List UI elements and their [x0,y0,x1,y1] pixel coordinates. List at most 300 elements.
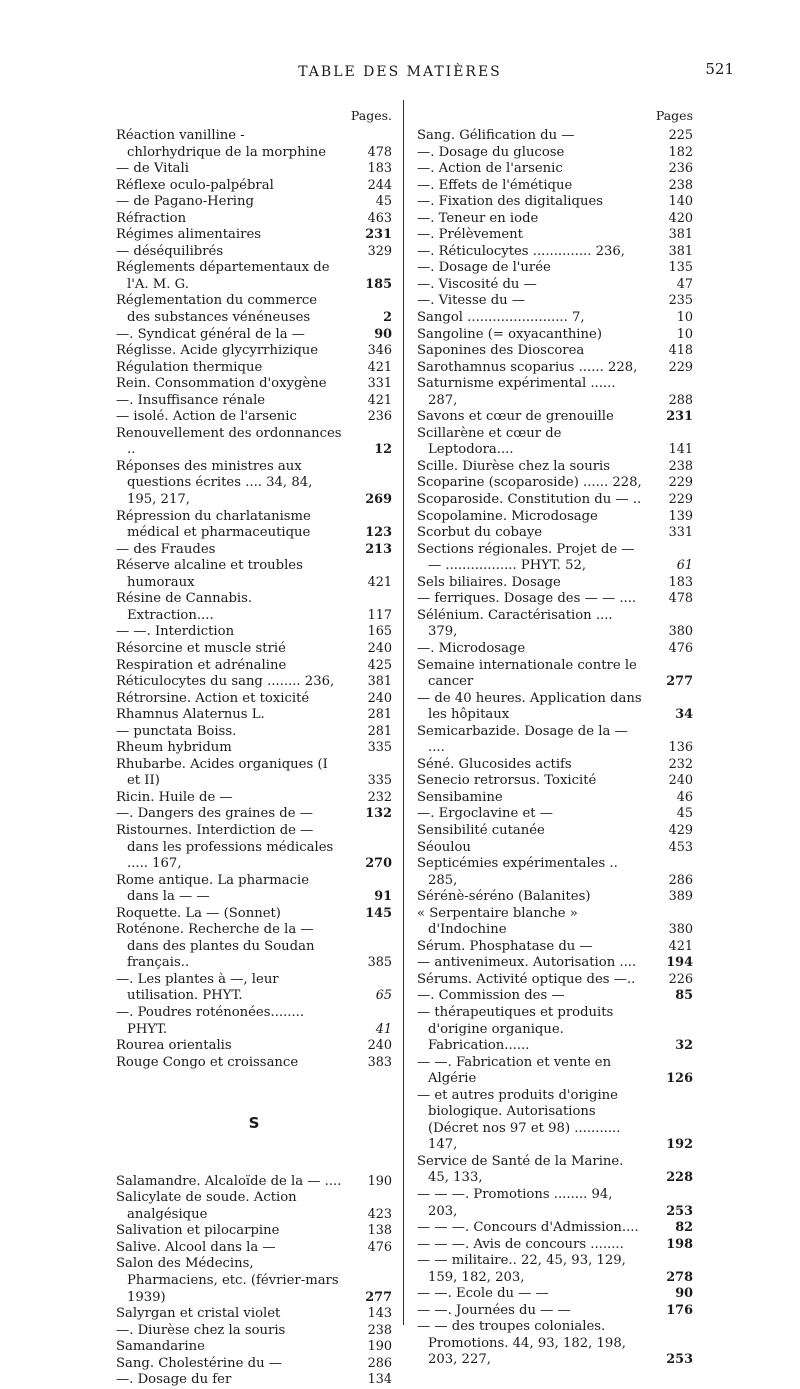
entry-text: Réserve alcaline et troubles humoraux [116,558,303,590]
index-entry [417,227,693,244]
index-entry [116,922,392,972]
entry-text: — —. Journées du — — [417,1302,571,1318]
entry-page: 380 [668,922,693,938]
entry-text: Résine de Cannabis. Extraction.... [116,591,253,623]
entry-text: — des Fraudes [116,541,216,557]
entry-page: 253 [666,1352,693,1368]
index-entry [417,211,693,228]
entry-page: 421 [367,574,392,590]
index-entry [116,1038,392,1055]
entry-page: 2 [383,310,392,326]
index-entry [116,409,392,426]
entry-text: —. Diurèse chez la souris [116,1322,286,1338]
entry-page: 277 [666,674,693,690]
entry-page: 231 [365,227,392,243]
entry-text: — thérapeutiques et produits d'origine organique. Fabrication...... [417,1004,614,1054]
entry-text: — de Vitali [116,161,189,177]
entry-page: 45 [375,194,392,210]
entry-page: 145 [365,905,392,921]
index-entry [417,1303,693,1320]
index-entry [116,641,392,658]
entry-text: Salicylate de soude. Action analgésique [116,1190,297,1222]
entry-text: Scillarène et cœur de Leptodora.... [417,425,562,458]
index-entry [417,575,693,592]
entry-text: Salamandre. Alcaloïde de la — .... [116,1173,342,1189]
entry-page: 420 [668,210,693,226]
index-entry [116,873,392,906]
entry-text: —. Effets de l'émétique [417,177,573,193]
index-column-right [417,108,693,1369]
index-entry [417,128,693,145]
index-entry [116,1356,392,1373]
entry-page: 190 [367,1173,392,1189]
entry-page: 286 [668,872,693,888]
index-entry [116,972,392,1005]
entry-page: 138 [367,1223,392,1239]
entry-page: 185 [365,276,392,292]
index-entry [417,194,693,211]
entry-text: — — militaire.. 22, 45, 93, 129, 159, 182, 203, [417,1253,626,1285]
index-entry [417,161,693,178]
index-entry [116,674,392,691]
index-entry [116,1223,392,1240]
index-entry [417,889,693,906]
entry-text: — —. Ecole du — — [417,1286,549,1302]
section-letter: S [248,1114,260,1133]
entry-text: —. Fixation des digitaliques [417,194,604,210]
entry-page: 229 [668,475,693,491]
entry-page: 288 [668,392,693,408]
entry-text: Rhamnus Alaternus L. [116,707,265,723]
entry-text: Réfraction [116,210,187,226]
entry-page: 270 [365,856,392,872]
entry-page: 463 [367,210,392,226]
index-entry [417,1088,693,1154]
entry-text: — — des troupes coloniales. Promotions. 44, 93, 182, 198, 203, 227, [417,1319,626,1368]
index-entry [417,1286,693,1303]
index-entry [116,343,392,360]
entry-text: Répression du charlatanisme médical et pharmaceutique [116,508,311,541]
entry-text: Saturnisme expérimental ...... 287, [417,376,616,408]
index-entry [116,161,392,178]
running-title: TABLE DES MATIÈRES [298,64,502,80]
entry-page: 134 [367,1372,392,1388]
entry-text: —. Commission des — [417,988,565,1004]
index-entry [116,376,392,393]
entry-text: — —. Fabrication et vente en Algérie [417,1054,612,1087]
index-entry [116,906,392,923]
entry-page: 194 [666,955,693,971]
entry-page: 476 [668,640,693,656]
entry-text: Salive. Alcool dans la — [116,1239,276,1255]
entry-page: 236 [668,161,693,177]
index-entry [417,1154,693,1187]
entry-page: 423 [367,1206,392,1222]
entry-page: 226 [668,971,693,987]
column-divider [403,100,404,1325]
entry-page: 192 [666,1137,693,1153]
index-entry [417,310,693,327]
index-entry [417,790,693,807]
entry-page: 90 [374,326,392,342]
entry-text: — punctata Boiss. [116,723,237,739]
index-entry [417,343,693,360]
index-entry [417,823,693,840]
index-entry [116,624,392,641]
entry-page: 46 [676,789,693,805]
entry-page: 12 [374,442,392,458]
entry-page: 335 [367,740,392,756]
entry-page: 47 [676,276,693,292]
index-entry [116,509,392,542]
index-entry [417,757,693,774]
index-entries-r [116,128,392,1071]
index-entry [116,724,392,741]
entry-page: 165 [367,624,392,640]
index-entry [417,277,693,294]
entry-text: —. Prélèvement [417,227,523,243]
entry-text: Scoparine (scoparoside) ...... 228, [417,475,642,491]
entry-page: 235 [668,293,693,309]
entry-page: 45 [676,806,693,822]
entry-text: Salivation et pilocarpine [116,1223,280,1239]
index-entry [417,145,693,162]
entry-text: — et autres produits d'origine biologique. Autorisations (Décret nos 97 et 98) ........... 147, [417,1087,621,1153]
entry-page: 65 [375,988,392,1004]
entry-page: 90 [675,1286,693,1302]
entry-page: 228 [666,1170,693,1186]
entry-text: — isolé. Action de l'arsenic [116,409,297,425]
entry-page: 381 [668,227,693,243]
index-entry [116,227,392,244]
entry-page: 269 [365,492,392,508]
entry-page: 229 [668,492,693,508]
entry-text: Samandarine [116,1339,205,1355]
entry-text: —. Insuffisance rénale [116,392,266,408]
entry-page: 286 [367,1355,392,1371]
index-entry [116,1005,392,1038]
index-entry [116,1339,392,1356]
entry-text: Réticulocytes du sang ........ 236, [116,674,335,690]
entry-page: 34 [675,707,693,723]
entry-text: Sensibilité cutanée [417,822,545,838]
index-entry [417,955,693,972]
entry-text: Régulation thermique [116,359,263,375]
entry-text: Saponines des Dioscorea [417,343,585,359]
entry-text: Septicémies expérimentales .. 285, [417,856,618,888]
entry-text: Scille. Diurèse chez la souris [417,458,611,474]
index-entry [116,740,392,757]
entry-page: 240 [367,640,392,656]
entry-text: —. Les plantes à —, leur utilisation. PHYT. [116,971,279,1004]
entry-page: 232 [668,756,693,772]
index-entry [417,475,693,492]
entry-page: 10 [676,326,693,342]
index-entry [116,542,392,559]
entry-page: 140 [668,194,693,210]
index-entry [116,293,392,326]
index-entry [417,724,693,757]
index-entry [417,459,693,476]
entry-text: — — —. Concours d'Admission.... [417,1220,639,1236]
entry-page: 141 [668,442,693,458]
index-entry [417,492,693,509]
index-entry [116,128,392,161]
entry-page: 117 [367,607,392,623]
index-entry [116,211,392,228]
entry-page: 277 [365,1289,392,1305]
entry-page: 61 [676,558,693,574]
entry-page: 82 [675,1220,693,1236]
index-entry [417,1319,693,1369]
entry-page: 136 [668,740,693,756]
entry-page: 126 [666,1071,693,1087]
entry-page: 429 [668,822,693,838]
index-entry [116,823,392,873]
index-entry [417,806,693,823]
entry-text: —. Microdosage [417,640,526,656]
entry-page: 238 [668,458,693,474]
entry-text: Réflexe oculo-palpébral [116,177,274,193]
entry-text: — — —. Avis de concours ........ [417,1236,624,1252]
index-entry [417,1220,693,1237]
entry-text: —. Réticulocytes .............. 236, [417,243,625,259]
entry-text: Semicarbazide. Dosage de la — .... [417,723,628,756]
entry-text: Rétrorsine. Action et toxicité [116,690,310,706]
index-entry [116,1306,392,1323]
index-entry [116,244,392,261]
index-entry [417,525,693,542]
entry-page: 453 [668,839,693,855]
entry-page: 236 [367,409,392,425]
index-entry [116,1372,392,1389]
index-entry [116,790,392,807]
index-entry [116,1190,392,1223]
index-entry [116,558,392,591]
entry-text: Sang. Gélification du — [417,128,575,143]
pages-label-right: Pages [655,108,693,123]
entry-text: Rome antique. La pharmacie dans la — — [116,872,310,905]
entry-page: 478 [367,144,392,160]
entry-text: Respiration et adrénaline [116,657,287,673]
entry-text: Sarothamnus scoparius ...... 228, [417,359,638,375]
entry-page: 229 [668,359,693,375]
entry-page: 143 [367,1306,392,1322]
entry-text: — déséquilibrés [116,243,224,259]
entry-page: 32 [675,1038,693,1054]
index-entry [417,178,693,195]
entry-page: 182 [668,144,693,160]
entry-page: 281 [367,707,392,723]
entry-text: —. Viscosité du — [417,276,537,292]
entry-text: Sensibamine [417,789,503,805]
entry-text: Sections régionales. Projet de — — ................. PHYT. 52, [417,541,635,574]
index-entry [116,327,392,344]
entry-text: Séoulou [417,839,471,855]
entry-page: 253 [666,1203,693,1219]
entry-text: Semaine internationale contre le cancer [417,657,637,690]
entry-text: Scopolamine. Microdosage [417,508,598,524]
index-entries-s-right [417,128,693,1369]
entry-text: Rouge Congo et croissance [116,1054,299,1070]
index-entry [116,459,392,509]
entry-text: Réponses des ministres aux questions écrites .... 34, 84, 195, 217, [116,458,313,508]
entry-text: Roquette. La — (Sonnet) [116,905,281,921]
entry-page: 123 [365,525,392,541]
entry-page: 225 [668,128,693,143]
index-entry [417,409,693,426]
index-entry [116,591,392,624]
entry-text: Salyrgan et cristal violet [116,1306,281,1322]
entry-text: Réglementation du commerce des substances vénéneuses [116,293,318,326]
index-entry [417,1253,693,1286]
entry-page: 85 [675,988,693,1004]
entry-page: 213 [365,541,392,557]
index-entry [417,641,693,658]
entry-page: 331 [668,525,693,541]
entry-text: Ricin. Huile de — [116,789,233,805]
entry-text: — de 40 heures. Application dans les hôpitaux [417,690,642,723]
entry-page: 198 [666,1236,693,1252]
entry-text: Sérums. Activité optique des —.. [417,971,636,987]
entry-text: —. Dosage de l'urée [417,260,551,276]
entry-text: Rhubarbe. Acides organiques (I et II) [116,756,328,789]
index-entry [417,376,693,409]
entry-text: Rheum hybridum [116,740,232,756]
index-entry [116,757,392,790]
index-entry [116,360,392,377]
entry-page: 183 [367,161,392,177]
entry-text: Séné. Glucosides actifs [417,756,572,772]
index-entry [417,244,693,261]
entry-page: 335 [367,773,392,789]
entry-page: 176 [666,1302,693,1318]
entry-page: 421 [367,359,392,375]
entry-text: Sangol ........................ 7, [417,310,585,326]
entry-page: 231 [666,409,693,425]
entry-text: —. Vitesse du — [417,293,526,309]
entry-page: 240 [367,690,392,706]
page-number: 521 [705,60,734,78]
entry-page: 381 [668,243,693,259]
entry-page: 346 [367,343,392,359]
entry-text: Résorcine et muscle strié [116,640,286,656]
entry-page: 421 [668,938,693,954]
entry-page: 381 [367,674,392,690]
index-entry [417,509,693,526]
index-entry [116,1055,392,1072]
index-entry [116,1174,392,1191]
index-entry [417,906,693,939]
index-entry [116,806,392,823]
entry-text: — antivenimeux. Autorisation .... [417,955,637,971]
entry-page: 383 [367,1054,392,1070]
index-entry [417,542,693,575]
index-entry [116,260,392,293]
entry-page: 132 [365,806,392,822]
entry-page: 425 [367,657,392,673]
entry-text: —. Dosage du glucose [417,144,565,160]
entry-text: —. Action de l'arsenic [417,161,563,177]
entry-page: 389 [668,889,693,905]
index-column-left [116,108,392,1389]
entry-text: Régimes alimentaires [116,227,262,243]
entry-page: 421 [367,392,392,408]
entry-text: — ferriques. Dosage des — — .... [417,591,637,607]
index-entry [116,178,392,195]
index-entry [417,988,693,1005]
entry-text: —. Dangers des graines de — [116,806,313,822]
index-entry [116,691,392,708]
entry-page: 281 [367,723,392,739]
entry-text: —. Ergoclavine et — [417,806,553,822]
entry-text: Réaction vanilline - chlorhydrique de la morphine [116,128,327,160]
entry-text: Sels biliaires. Dosage [417,574,561,590]
index-entry [116,1240,392,1257]
entry-text: Service de Santé de la Marine. 45, 133, [417,1153,624,1186]
entry-text: —. Poudres roténonées........ PHYT. [116,1004,305,1037]
entry-page: 418 [668,343,693,359]
entry-text: Scorbut du cobaye [417,525,543,541]
entry-page: 139 [668,508,693,524]
entry-page: 10 [676,310,693,326]
entry-text: Roténone. Recherche de la — dans des plantes du Soudan français.. [116,922,315,971]
index-entry [417,1187,693,1220]
index-entry [417,360,693,377]
entry-page: 240 [367,1038,392,1054]
index-entry [417,691,693,724]
index-entries-s-left [116,1174,392,1389]
entry-text: Réglisse. Acide glycyrrhizique [116,343,319,359]
entry-text: « Serpentaire blanche » d'Indochine [417,905,578,938]
entry-text: — de Pagano-Hering [116,194,254,210]
entry-page: 238 [367,1322,392,1338]
index-entry [417,658,693,691]
entry-text: —. Teneur en iode [417,210,539,226]
index-entry [417,293,693,310]
index-entry [417,608,693,641]
index-entry [417,1237,693,1254]
entry-text: Ristournes. Interdiction de — dans les professions médicales ..... 167, [116,822,334,872]
entry-page: 41 [375,1021,392,1037]
index-entry [417,972,693,989]
entry-text: Rourea orientalis [116,1038,232,1054]
entry-text: Sang. Cholestérine du — [116,1355,282,1371]
entry-page: 244 [367,177,392,193]
index-entry [417,1005,693,1055]
entry-text: — — —. Promotions ........ 94, 203, [417,1187,613,1219]
entry-page: 380 [668,624,693,640]
entry-text: Sérénè-séréno (Balanites) [417,889,591,905]
entry-text: Sangoline (= oxyacanthine) [417,326,602,342]
entry-text: Scoparoside. Constitution du — .. [417,492,642,508]
entry-text: Salon des Médecins, Pharmaciens, etc. (février-mars 1939) [116,1256,339,1305]
index-entry [116,707,392,724]
entry-text: Réglements départementaux de l'A. M. G. [116,260,330,292]
index-entry [417,260,693,277]
entry-page: 476 [367,1239,392,1255]
index-entry [116,194,392,211]
entry-page: 331 [367,376,392,392]
index-entry [116,393,392,410]
index-entry [116,1256,392,1306]
entry-text: Senecio retrorsus. Toxicité [417,773,597,789]
entry-text: Renouvellement des ordonnances .. [116,425,342,458]
pages-label-left: Pages. [350,108,392,123]
index-entry [417,840,693,857]
index-entry [116,658,392,675]
entry-page: 329 [367,243,392,259]
